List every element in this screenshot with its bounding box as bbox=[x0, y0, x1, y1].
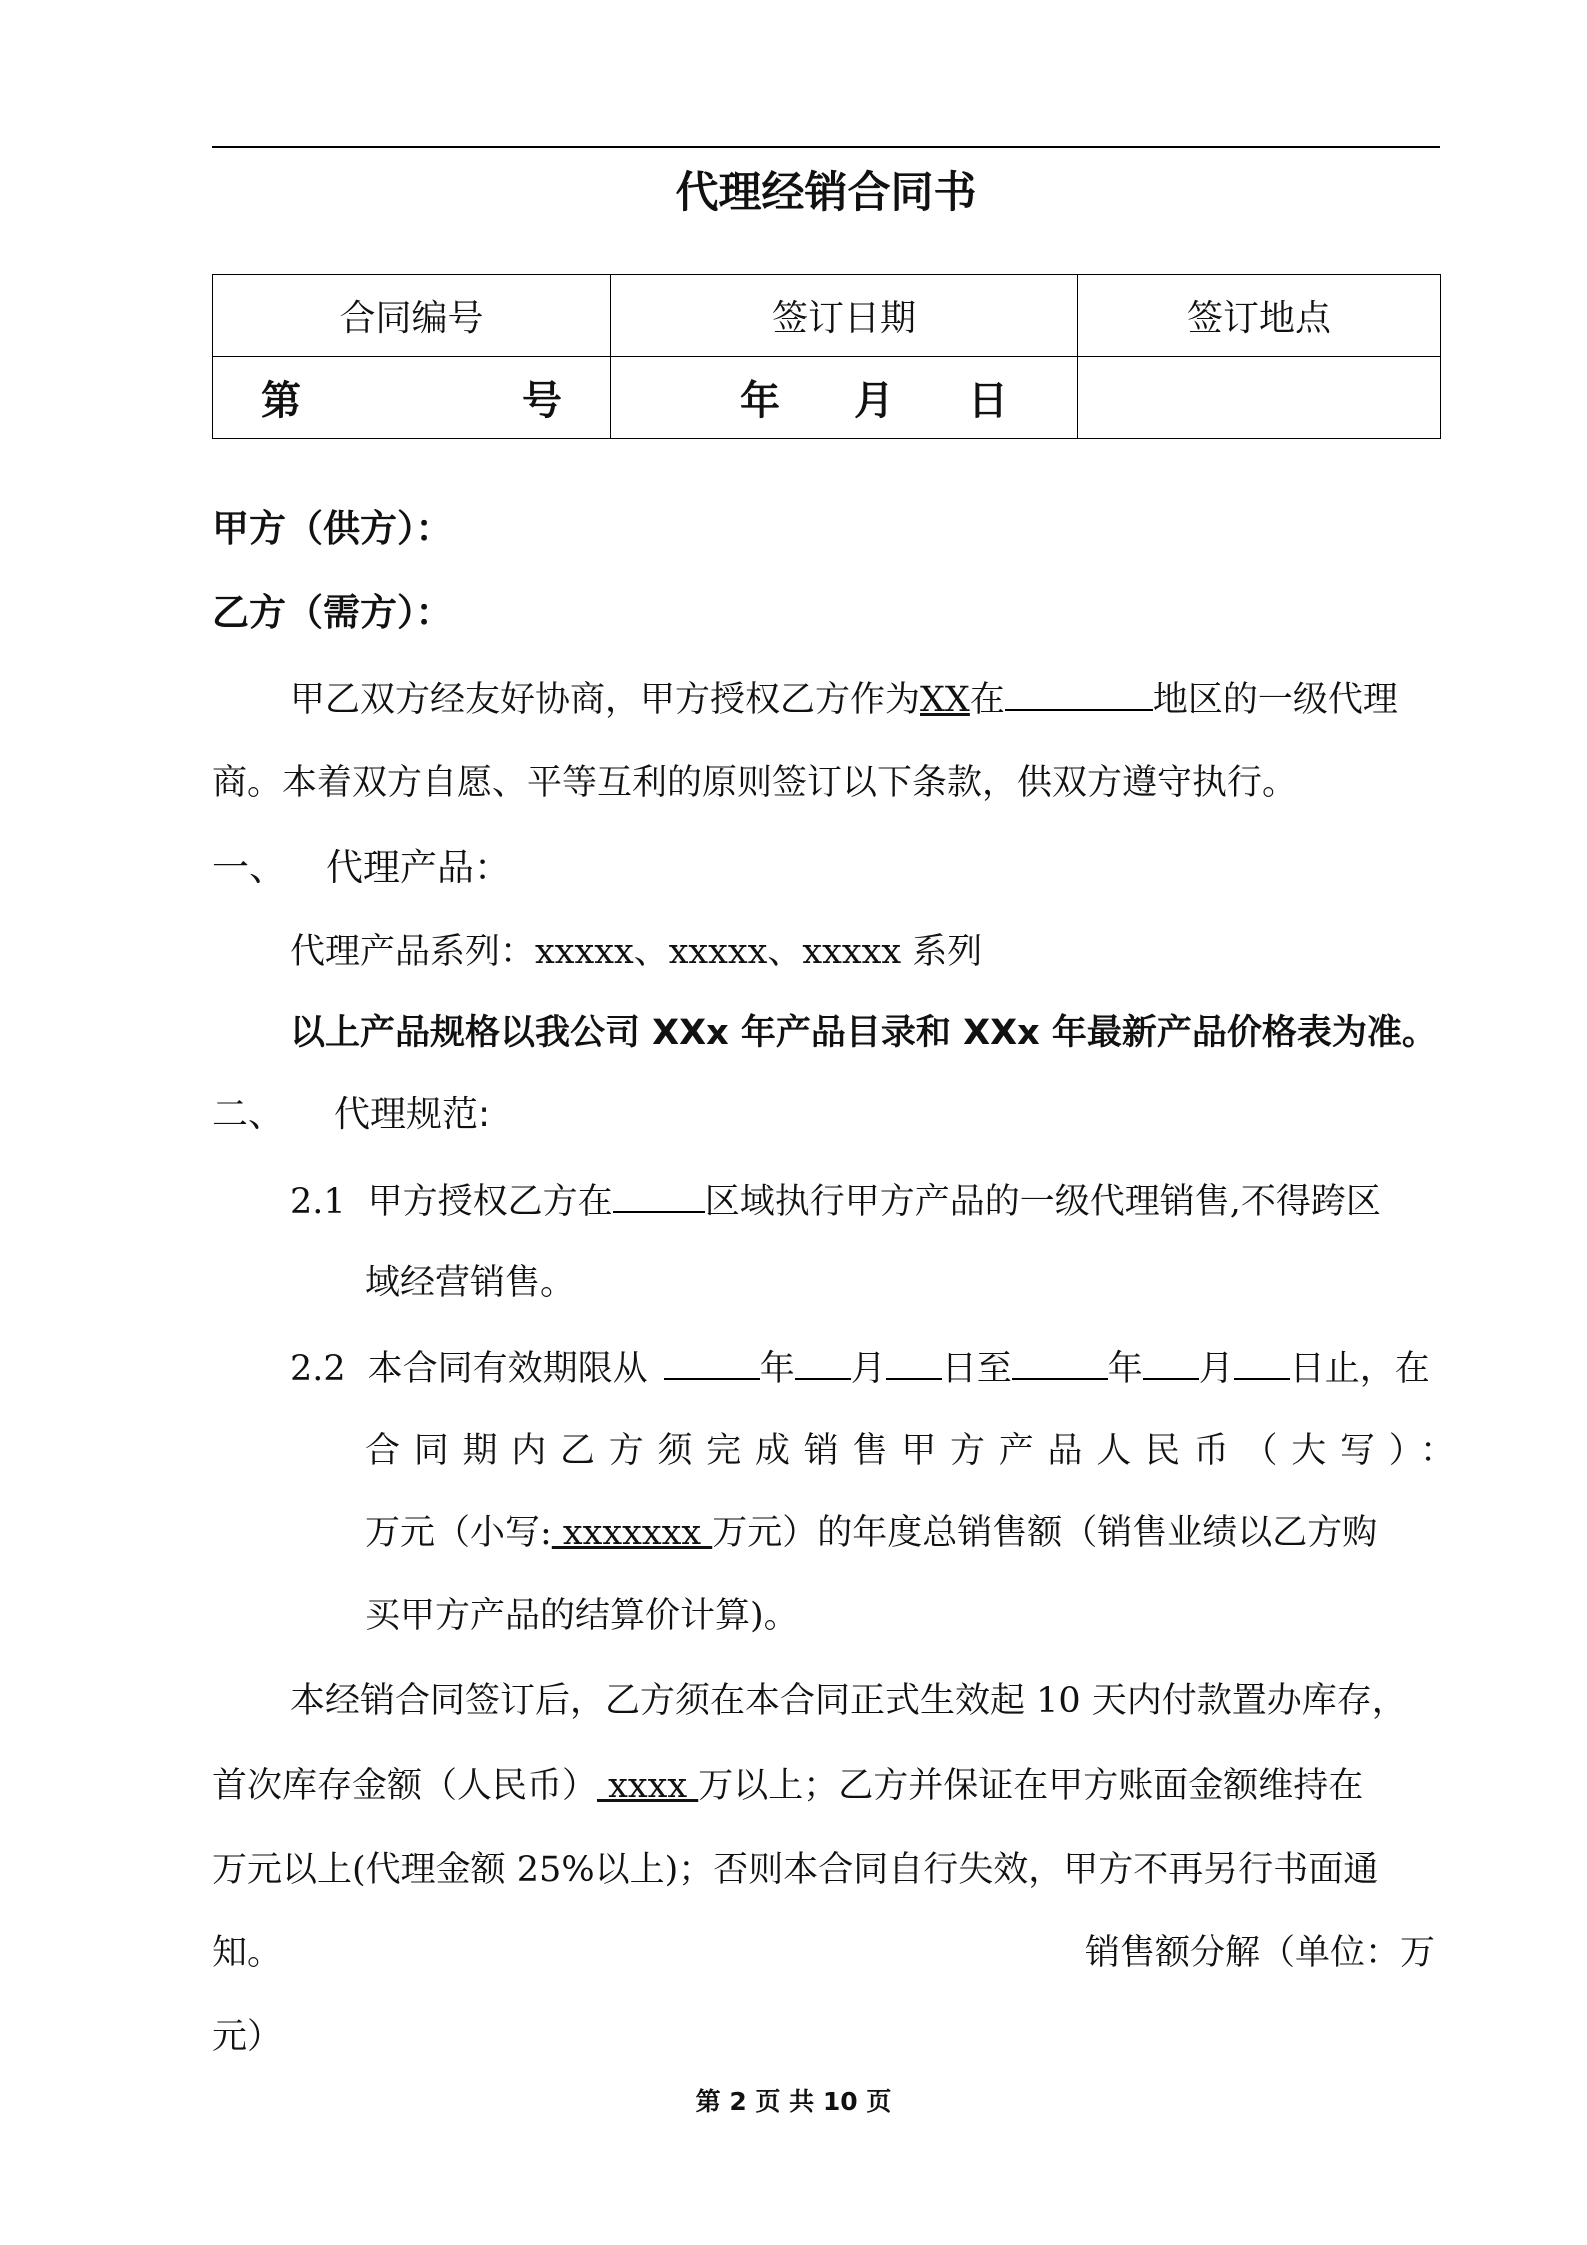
header-rule bbox=[212, 146, 1440, 148]
clause-2-1-line-2: 域经营销售。 bbox=[365, 1263, 576, 1303]
stock-line-4: 知。 bbox=[212, 1933, 283, 1973]
header-contract-no: 合同编号 bbox=[213, 275, 611, 357]
sign-place-cell bbox=[1078, 357, 1441, 439]
product-spec-note: 以上产品规格以我公司 XXx 年产品目录和 XXx 年最新产品价格表为准。 bbox=[290, 1013, 1437, 1053]
clause-2-2-line-3: 万元（小写: xxxxxxx 万元）的年度总销售额（销售业绩以乙方购 bbox=[365, 1513, 1378, 1553]
intro-line-2: 商。本着双方自愿、平等互利的原则签订以下条款，供双方遵守执行。 bbox=[212, 763, 1298, 803]
header-sign-date: 签订日期 bbox=[611, 275, 1078, 357]
clause-2-2-line-1: 2.2 本合同有效期限从 年 月 日至 年 月 日止，在 bbox=[290, 1342, 1430, 1394]
header-sign-place: 签订地点 bbox=[1078, 275, 1441, 357]
stock-line-2: 首次库存金额（人民币） xxxx 万以上；乙方并保证在甲方账面金额维持在 bbox=[212, 1766, 1364, 1806]
stock-line-1: 本经销合同签订后，乙方须在本合同正式生效起 10 天内付款置办库存， bbox=[290, 1681, 1407, 1721]
contract-no-prefix: 第 bbox=[261, 378, 301, 424]
area-blank bbox=[613, 1175, 705, 1213]
stock-line-5: 元） bbox=[212, 2017, 283, 2057]
product-series: 代理产品系列：xxxxx、xxxxx、xxxxx 系列 bbox=[290, 932, 983, 972]
date-day-label: 日 bbox=[968, 378, 1008, 424]
clause-2-2-line-2: 合同期内乙方须完成销售甲方产品人民币（大写）： bbox=[365, 1431, 1455, 1471]
intro-xx: XX bbox=[920, 680, 970, 720]
page-number-footer: 第 2 页 共 10 页 bbox=[695, 2087, 892, 2116]
region-blank bbox=[1005, 673, 1153, 711]
party-a-label: 甲方（供方）： bbox=[212, 507, 453, 550]
info-table-header-row bbox=[213, 275, 1441, 357]
party-b-label: 乙方（需方）： bbox=[212, 591, 453, 634]
annual-amount-small: xxxxxxx bbox=[551, 1513, 713, 1553]
section-1-heading: 一、 代理产品： bbox=[212, 846, 511, 889]
initial-stock-amount: xxxx bbox=[597, 1766, 699, 1806]
section-2-heading: 二、 代理规范: bbox=[212, 1094, 491, 1135]
clause-2-2-line-4: 买甲方产品的结算价计算)。 bbox=[365, 1596, 799, 1636]
contract-no-cell bbox=[213, 357, 611, 439]
stock-line-3: 万元以上(代理金额 25%以上)；否则本合同自行失效，甲方不再另行书面通 bbox=[212, 1850, 1379, 1890]
sales-breakdown-label: 销售额分解（单位：万 bbox=[1085, 1933, 1436, 1973]
date-month-label: 月 bbox=[854, 378, 894, 424]
info-table-value-row bbox=[213, 357, 1441, 439]
clause-2-1-line-1: 2.1 甲方授权乙方在 区域执行甲方产品的一级代理销售,不得跨区 bbox=[290, 1175, 1381, 1227]
sign-date-cell bbox=[611, 357, 1078, 439]
date-year-label: 年 bbox=[740, 378, 780, 424]
document-title: 代理经销合同书 bbox=[675, 168, 977, 218]
intro-line-1: 甲乙双方经友好协商，甲方授权乙方作为XX在 地区的一级代理 bbox=[290, 673, 1398, 725]
contract-no-suffix: 号 bbox=[522, 378, 562, 424]
contract-info-table bbox=[212, 274, 1441, 439]
